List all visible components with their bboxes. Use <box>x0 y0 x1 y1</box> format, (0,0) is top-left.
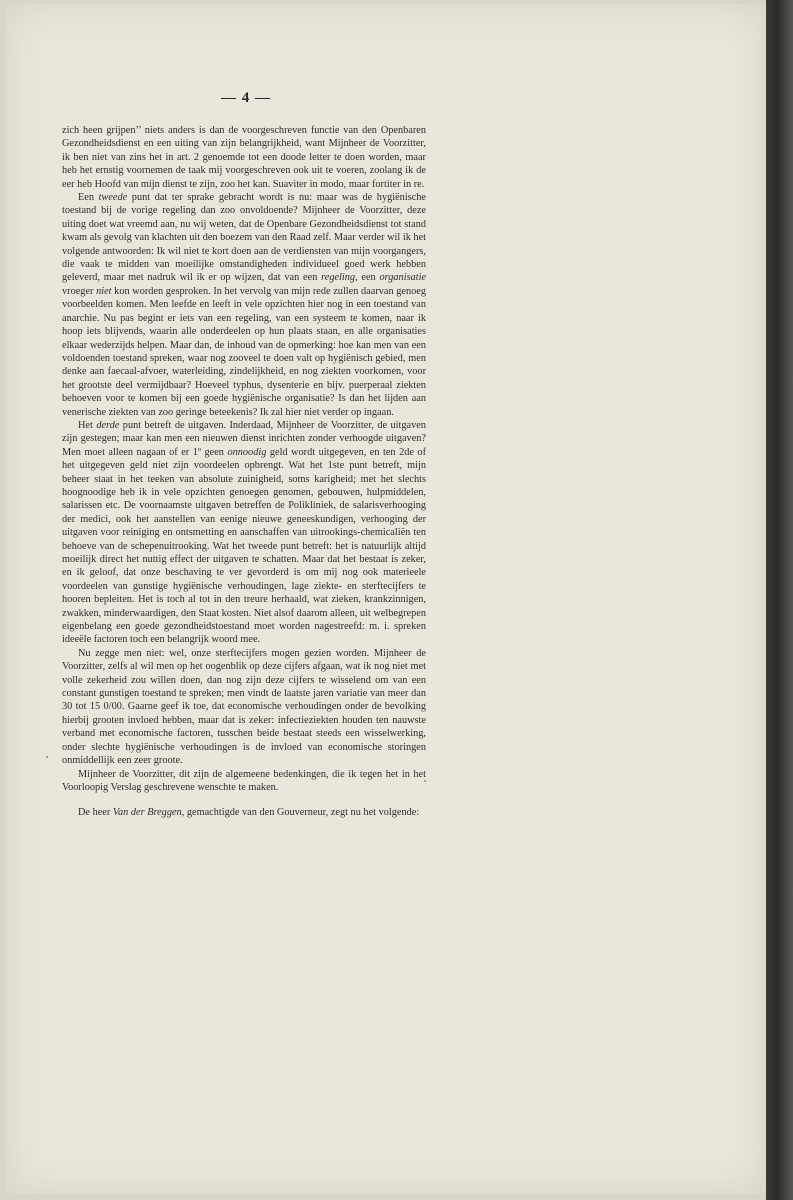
paragraph-2 <box>62 191 426 419</box>
text-run: vroeger <box>62 285 97 297</box>
text-run: De heer <box>78 807 113 819</box>
paragraph-4 <box>62 647 426 768</box>
paper-speck <box>46 756 48 758</box>
text-run: punt betreft de uitgaven. Inderdaad, Mijnheer de Voorzitter, de uitgaven zijn gestegen; maar kan men een nieuwen dienst inrichten zonder verhoogde uitgaven? Men moet alleen nagaan of er 1º geen <box>62 419 426 458</box>
book-binding-edge <box>766 0 793 1200</box>
italic-phrase: derde <box>96 419 120 431</box>
paragraph-1 <box>62 124 426 191</box>
text-run: geld wordt uitgegeven, en ten 2de of het uitgegeven geld niet zijn voordeelen opbrengt. Wat het 1ste punt betreft, mijn beheer staat in het teeken van absolute zuinigheid, soms karigheid; met het slechts hoognoodige heb ik in vele opzichten genoegen genomen, gebouwen, hulpmiddelen, salarissen etc. De voornaamste uitgaven betreffen de Polikliniek, de salarisverhooging der medici, ook het aanstellen van eenige nieuwe geneeskundigen, verhooging der uitgaven voor reiniging en ontsmetting en aanschaffen van uitrookings-chemicaliën ten behoeve van de schepenuitrooking. Wat het tweede punt betreft: het is natuurlijk altijd moeilijk direct het nuttig effect der uitgaven te schatten. Maar dat het bestaat is zeker, en ik geloof, dat onze beschaving te ver gevorderd is om mij nog ook materieele voordeelen van gunstige hygiënische verhoudingen, lage ziekte- en sterftecijfers te hooren bepleiten. Het is toch al tot in den treure herhaald, wat zieken, krankzinnigen, zwakken, minderwaardigen, den Staat kosten. Niet alsof daarom alleen, uit welbegrepen eigenbelang een goede gezondheidstoestand moet worden nagestreefd: m. i. spreken ideeële factoren toch een belangrijk woord mee. <box>62 446 427 646</box>
document-page <box>6 4 766 1194</box>
text-run: kon worden gesproken. In het vervolg van mijn rede zullen daarvan genoeg voorbeelden komen. Men leefde en leeft in vele opzichten hier nog in een toestand van anarchie. Nu pas begint er iets van een regeling, van een systeem te komen, naar ik hoop iets blijvends, waarin alle onderdeelen op hun plaats staan, en alle organisaties elkaar wederzijds helpen. Maar dan, de inhoud van de opmerking: hoe kan men van een voldoenden toestand spreken, waar nog zooveel te doen valt op hygiënisch gebied, men denke aan faecaal-afvoer, waterleiding, zindelijkheid, en nog ziekten voorkomen, voor het grootste deel vermijdbaar? Hoeveel typhus, dysenterie en bijv. puerperaal ziekten behoeven voor te komen bij een goede hygiënische organisatie? Is dan het lijden aan venerische ziekten van zoo geringe beteekenis? Ik zal hier niet verder op ingaan. <box>62 285 426 418</box>
italic-phrase: tweede <box>98 192 128 204</box>
italic-phrase: regeling <box>321 272 356 284</box>
text-run: zich heen grijpen’’ niets anders is dan de voorgeschreven functie van den Openbaren Gezondheidsdienst en een uiting van zijn belangrijkheid, want Mijnheer de Voorzitter, ik ben niet van zins het in art. 2 genoemde tot een doode letter te doen worden, maar heb het ernstig voornemen de taak mij voorgeschreven ook uit te voeren, zoolang ik de eer heb Hoofd van mijn dienst te zijn, zoo het kan. Suaviter in modo, maar fortiter in re. <box>62 125 426 190</box>
italic-phrase: Van der Breggen <box>112 807 182 819</box>
paper-speck <box>424 780 426 782</box>
text-run: , gemachtigde van den Gouverneur, zegt nu het volgende: <box>181 807 420 819</box>
paragraph-5 <box>62 768 426 795</box>
body-text <box>62 124 426 820</box>
paragraph-6 <box>62 806 426 819</box>
text-run: Een <box>78 192 99 204</box>
text-run: punt dat ter sprake gebracht wordt is nu: maar was de hygiënische toestand bij de vorige regeling dan zoo onvoldoende? Mijnheer de Voorzitter, deze uiting doet wat vreemd aan, nu wij weten, dat de Openbare Gezondheidsdienst tot stand kwam als gevolg van klachten uit den boezem van den Raad zelf. Maar verder wil ik het volgende antwoorden: Ik wil niet te kort doen aan de verdiensten van mijn voorgangers, die vaak te midden van moeilijke omstandigheden individueel goed werk hebben geleverd, maar met nadruk wil ik er op wijzen, dat van een <box>62 192 426 284</box>
text-run: Mijnheer de Voorzitter, dit zijn de algemeene bedenkingen, die ik tegen het in het Voorloopig Verslag geschrevene wenschte te maken. <box>62 768 426 793</box>
italic-phrase: organisatie <box>379 272 427 284</box>
italic-phrase: niet <box>96 285 112 297</box>
text-run: Het <box>78 419 97 431</box>
text-run: , een <box>355 272 380 284</box>
page-number: — 4 — <box>221 90 271 106</box>
paragraph-3 <box>62 419 426 647</box>
italic-phrase: onnoodig <box>227 446 267 458</box>
text-run: Nu zegge men niet: wel, onze sterftecijfers mogen gezien worden. Mijnheer de Voorzitter, zelfs al wil men op het oogenblik op deze cijfers afgaan, wat ik nog niet met volle zekerheid zou willen doen, dan nog zijn deze cijfers te wisselend om van een constant gunstigen toestand te spreken; men vindt de laatste jaren variatie van meer dan 30 tot 15 0/00. Gaarne geef ik toe, dat economische verhoudingen onder de bevolking hierbij grooten invloed hebben, maar dat is zeker: infectieziekten houden ten nauwste verband met economische factoren, tusschen beide bestaat steeds een wisselwerking, onder slechte hygiënische verhoudingen is de invloed van economische storingen onmiddellijk een zeer groote. <box>62 647 426 767</box>
